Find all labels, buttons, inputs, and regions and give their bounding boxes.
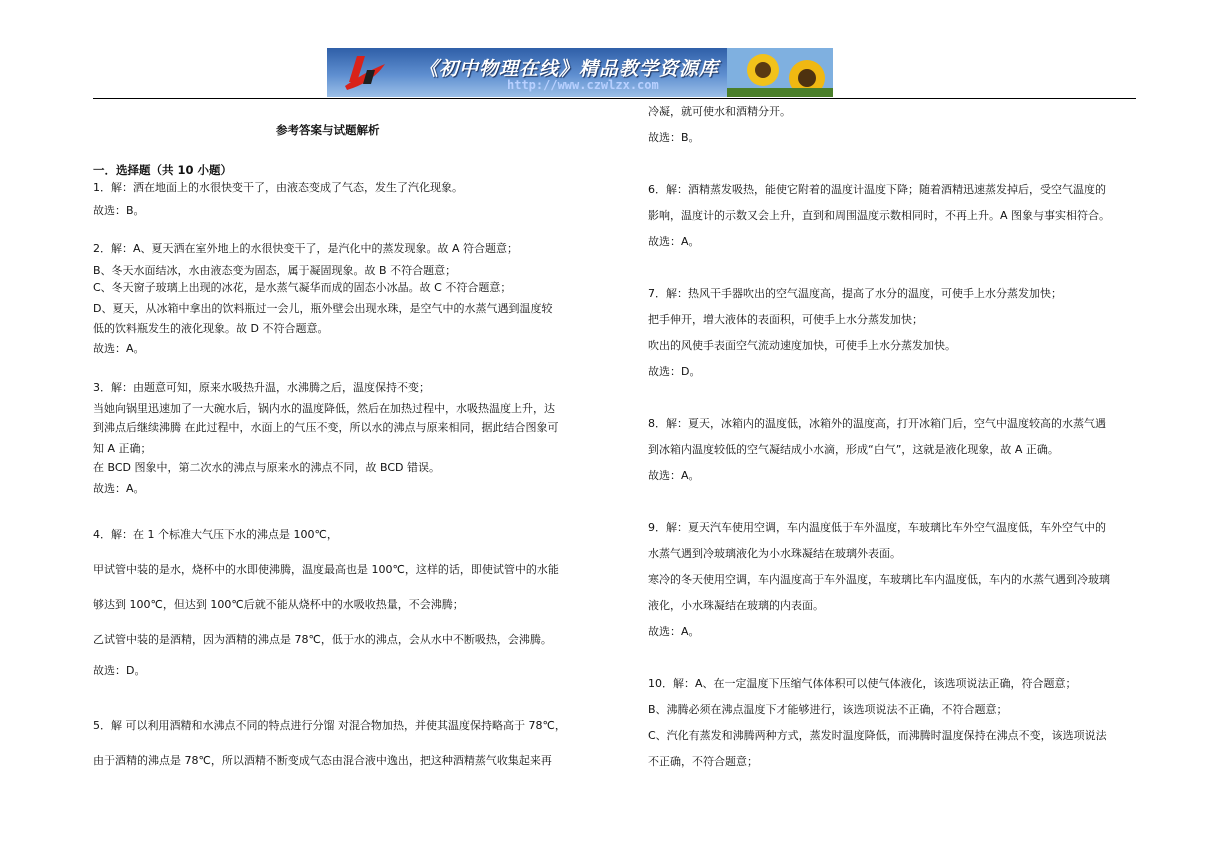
- answer-line: 故选：B。: [93, 204, 145, 217]
- answer-line: 4．解：在 1 个标准大气压下水的沸点是 100℃，: [93, 528, 338, 541]
- answer-line: 够达到 100℃，但达到 100℃后就不能从烧杯中的水吸收热量，不会沸腾；: [93, 598, 464, 611]
- answer-line: 故选：D。: [93, 664, 146, 677]
- answer-line: 故选：A。: [93, 342, 145, 355]
- answer-line: 10．解：A、在一定温度下压缩气体体积可以使气体液化，该选项说法正确，符合题意；: [648, 677, 1077, 690]
- answer-line: 2．解：A、夏天洒在室外地上的水很快变干了，是汽化中的蒸发现象。故 A 符合题意；: [93, 242, 519, 255]
- answer-line: 甲试管中装的是水，烧杯中的水即使沸腾，温度最高也是 100℃，这样的话，即使试管中的水能: [93, 563, 559, 576]
- answer-line: 5．解 可以利用酒精和水沸点不同的特点进行分馏 对混合物加热，并使其温度保持略高于 78℃，: [93, 719, 566, 732]
- logo-icon: [335, 52, 395, 94]
- answer-line: 水蒸气遇到冷玻璃液化为小水珠凝结在玻璃外表面。: [648, 547, 901, 560]
- header-banner: [327, 48, 833, 97]
- banner-title: 《初中物理在线》精品教学资源库: [419, 58, 720, 80]
- answer-line: 故选：A。: [648, 625, 700, 638]
- answer-line: 8．解：夏天，冰箱内的温度低，冰箱外的温度高，打开冰箱门后，空气中温度较高的水蒸气遇: [648, 417, 1106, 430]
- answer-line: C、汽化有蒸发和沸腾两种方式，蒸发时温度降低，而沸腾时温度保持在沸点不变，该选项说法: [648, 729, 1107, 742]
- answer-line: 当她向锅里迅速加了一大碗水后，锅内水的温度降低，然后在加热过程中，水吸热温度上升，达: [93, 402, 555, 415]
- header-rule: [93, 98, 1136, 99]
- answer-line: 故选：A。: [93, 482, 145, 495]
- answer-line: 故选：D。: [648, 365, 701, 378]
- answer-line: B、沸腾必须在沸点温度下才能够进行，该选项说法不正确，不符合题意；: [648, 703, 1008, 716]
- answer-line: 3．解：由题意可知，原来水吸热升温，水沸腾之后，温度保持不变；: [93, 381, 430, 394]
- page-title: 参考答案与试题解析: [276, 123, 380, 137]
- answer-line: 寒冷的冬天使用空调，车内温度高于车外温度，车玻璃比车内温度低，车内的水蒸气遇到冷玻璃: [648, 573, 1110, 586]
- answer-line: 低的饮料瓶发生的液化现象。故 D 不符合题意。: [93, 322, 329, 335]
- answer-line: 故选：B。: [648, 131, 700, 144]
- answer-line: 由于酒精的沸点是 78℃，所以酒精不断变成气态由混合液中逸出，把这种酒精蒸气收集起来再: [93, 754, 552, 767]
- answer-line: 不正确，不符合题意；: [648, 755, 758, 768]
- section-heading: 一．选择题（共 10 小题）: [93, 163, 233, 177]
- answer-line: D、夏天，从冰箱中拿出的饮料瓶过一会儿，瓶外壁会出现水珠，是空气中的水蒸气遇到温度较: [93, 302, 553, 315]
- answer-line: 故选：A。: [648, 235, 700, 248]
- sunflower-icon: [727, 48, 833, 97]
- answer-line: 9．解：夏天汽车使用空调，车内温度低于车外温度，车玻璃比车外空气温度低，车外空气中的: [648, 521, 1106, 534]
- answer-line: 6．解：酒精蒸发吸热，能使它附着的温度计温度下降；随着酒精迅速蒸发掉后，受空气温度的: [648, 183, 1106, 196]
- answer-line: 知 A 正确；: [93, 442, 152, 455]
- answer-line: 在 BCD 图象中，第二次水的沸点与原来水的沸点不同，故 BCD 错误。: [93, 461, 440, 474]
- answer-line: 液化，小水珠凝结在玻璃的内表面。: [648, 599, 824, 612]
- answer-line: 到沸点后继续沸腾 在此过程中，水面上的气压不变，所以水的沸点与原来相同，据此结合图象可: [93, 421, 559, 434]
- answer-line: 吹出的风使手表面空气流动速度加快，可使手上水分蒸发加快。: [648, 339, 956, 352]
- answer-line: B、冬天水面结冰，水由液态变为固态，属于凝固现象。故 B 不符合题意；: [93, 264, 457, 277]
- answer-line: 把手伸开，增大液体的表面积，可使手上水分蒸发加快；: [648, 313, 923, 326]
- answer-line: 7．解：热风干手器吹出的空气温度高，提高了水分的温度，可使手上水分蒸发加快；: [648, 287, 1062, 300]
- answer-line: 故选：A。: [648, 469, 700, 482]
- answer-line: C、冬天窗子玻璃上出现的冰花，是水蒸气凝华而成的固态小冰晶。故 C 不符合题意；: [93, 281, 512, 294]
- answer-line: 1．解：洒在地面上的水很快变干了，由液态变成了气态，发生了汽化现象。: [93, 181, 463, 194]
- answer-line: 影响，温度计的示数又会上升，直到和周围温度示数相同时，不再上升。A 图象与事实相符合。: [648, 209, 1111, 222]
- answer-line: 冷凝，就可使水和酒精分开。: [648, 105, 791, 118]
- answer-line: 乙试管中装的是酒精，因为酒精的沸点是 78℃，低于水的沸点，会从水中不断吸热，会沸腾。: [93, 633, 552, 646]
- answer-line: 到冰箱内温度较低的空气凝结成小水滴，形成“白气”，这就是液化现象，故 A 正确。: [648, 443, 1059, 456]
- banner-url: http://www.czwlzx.com: [507, 78, 659, 92]
